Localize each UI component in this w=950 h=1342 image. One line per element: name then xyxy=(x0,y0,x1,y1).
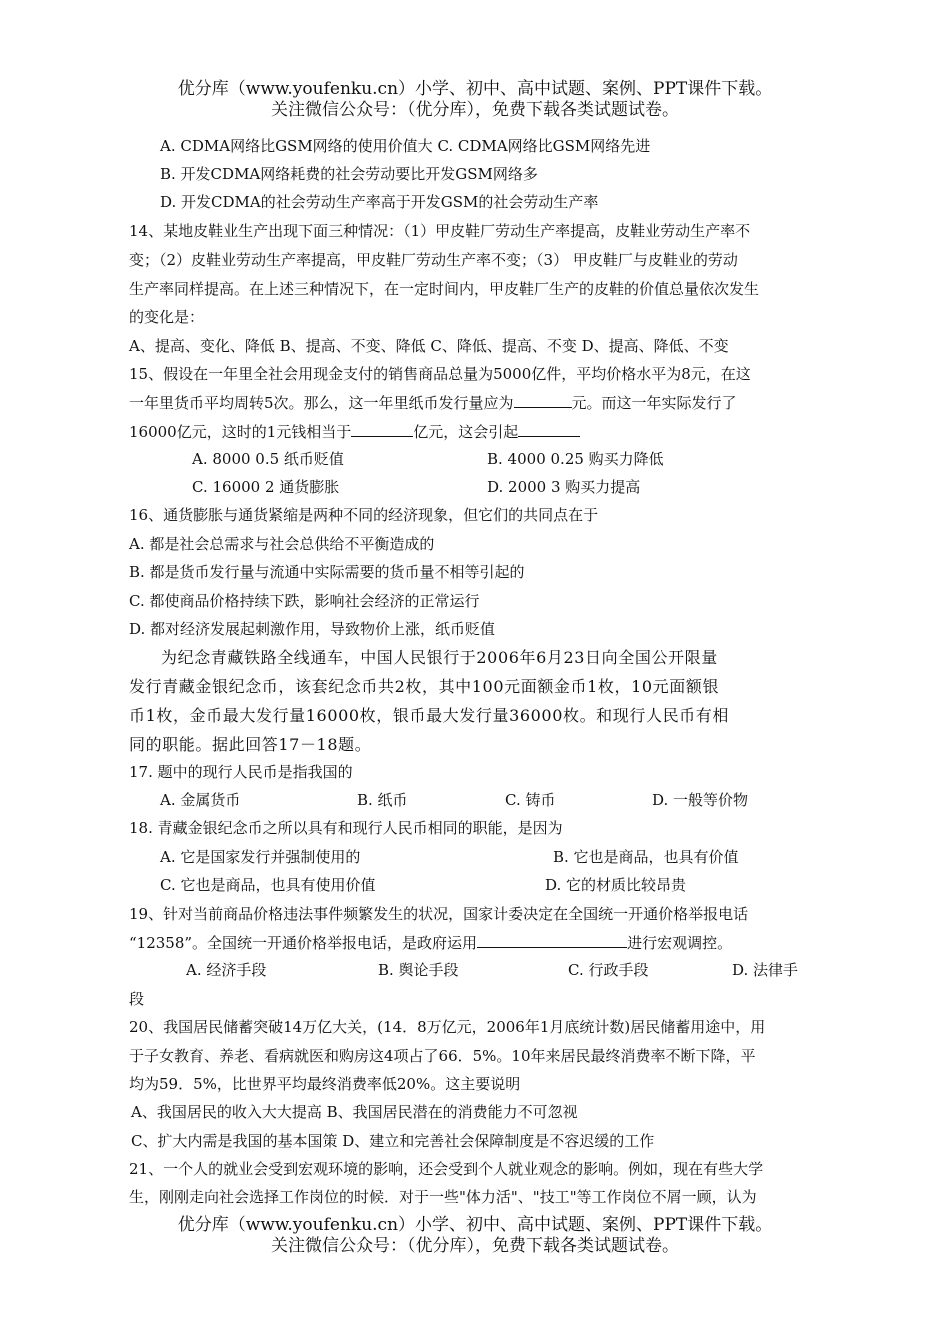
q19-stem-line-1: 19、针对当前商品价格违法事件频繁发生的状况，国家计委决定在全国统一开通价格举报电话 xyxy=(129,905,749,923)
q17-option-b: B. 纸币 xyxy=(357,791,408,809)
q20-options-c-d: C、扩大内需是我国的基本国策 D、建立和完善社会保障制度是不容迟缓的工作 xyxy=(131,1132,655,1150)
q15-stem-line-3 xyxy=(129,421,580,442)
q19-option-d-continued: 段 xyxy=(129,990,145,1008)
q15-option-d: D. 2000 3 购买力提高 xyxy=(487,478,641,496)
footer-line-1: 优分库（www.youfenku.cn）小学、初中、高中试题、案例、PPT课件下载。 xyxy=(177,1215,773,1235)
q15-option-b: B. 4000 0.25 购买力降低 xyxy=(487,450,664,468)
q15-stem-line-2 xyxy=(129,392,737,413)
header-line-2: 关注微信公众号：（优分库），免费下载各类试题试卷。 xyxy=(271,100,679,120)
q19-option-a: A. 经济手段 xyxy=(186,961,267,979)
q20-stem-line-3: 均为59．5%，比世界平均最终消费率低20%。这主要说明 xyxy=(129,1075,521,1093)
q15-stem-line-1: 15、假设在一年里全社会用现金支付的销售商品总量为5000亿件，平均价格水平为8元，在这 xyxy=(129,365,751,383)
q19-option-d: D. 法律手 xyxy=(732,961,799,979)
q17-option-c: C. 铸币 xyxy=(505,791,556,809)
material-line-1: 为纪念青藏铁路全线通车，中国人民银行于2006年6月23日向全国公开限量 xyxy=(161,648,718,667)
material-line-3: 币1枚，金币最大发行量16000枚，银币最大发行量36000枚。和现行人民币有相 xyxy=(129,706,729,725)
q20-stem-line-2: 于子女教育、养老、看病就医和购房这4项占了66．5%。10年来居民最终消费率不断下降，平 xyxy=(129,1047,756,1065)
q15-line3-text-a: 16000亿元，这时的1元钱相当于 xyxy=(129,423,352,441)
q17-option-d: D. 一般等价物 xyxy=(652,791,749,809)
q16-option-c: C. 都使商品价格持续下跌，影响社会经济的正常运行 xyxy=(129,592,480,610)
q18-option-a: A. 它是国家发行并强制使用的 xyxy=(160,848,361,866)
q21-stem-line-2: 生，刚刚走向社会选择工作岗位的时候．对于一些"体力活"、"技工"等工作岗位不屑一顾，认为 xyxy=(129,1188,757,1206)
q19-line2-text-a: “12358”。全国统一开通价格举报电话，是政府运用 xyxy=(129,934,478,952)
header-line-1: 优分库（www.youfenku.cn）小学、初中、高中试题、案例、PPT课件下载。 xyxy=(177,79,773,99)
q17-stem: 17. 题中的现行人民币是指我国的 xyxy=(129,763,353,781)
q15-option-c: C. 16000 2 通货膨胀 xyxy=(192,478,340,496)
q20-stem-line-1: 20、我国居民储蓄突破14万亿大关，(14．8万亿元，2006年1月底统计数)居民储蓄用途中，用 xyxy=(129,1018,766,1036)
q14-stem-line-4: 的变化是： xyxy=(129,308,205,326)
q15-line2-text-b: 元。而这一年实际发行了 xyxy=(571,394,737,412)
q19-option-b: B. 舆论手段 xyxy=(378,961,459,979)
q20-options-a-b: A、我国居民的收入大大提高 B、我国居民潜在的消费能力不可忽视 xyxy=(131,1103,578,1121)
q16-option-b: B. 都是货币发行量与流通中实际需要的货币量不相等引起的 xyxy=(129,563,525,581)
q15-line2-text-a: 一年里货币平均周转5次。那么，这一年里纸币发行量应为 xyxy=(129,394,514,412)
q13-option-d: D. 开发CDMA的社会劳动生产率高于开发GSM的社会劳动生产率 xyxy=(160,193,599,211)
footer-line-2: 关注微信公众号：（优分库），免费下载各类试题试卷。 xyxy=(271,1236,679,1256)
q15-blank-1 xyxy=(514,392,572,408)
q19-option-c: C. 行政手段 xyxy=(568,961,649,979)
q16-stem: 16、通货膨胀与通货紧缩是两种不同的经济现象，但它们的共同点在于 xyxy=(129,506,599,524)
q16-option-a: A. 都是社会总需求与社会总供给不平衡造成的 xyxy=(129,535,435,553)
q13-option-a-c: A. CDMA网络比GSM网络的使用价值大 C. CDMA网络比GSM网络先进 xyxy=(160,137,651,155)
q14-stem-line-1: 14、某地皮鞋业生产出现下面三种情况：（1）甲皮鞋厂劳动生产率提高，皮鞋业劳动生产率不 xyxy=(129,222,751,240)
q19-stem-line-2 xyxy=(129,932,732,953)
q14-stem-line-2: 变；（2）皮鞋业劳动生产率提高，甲皮鞋厂劳动生产率不变；（3） 甲皮鞋厂与皮鞋业的劳动 xyxy=(129,251,738,269)
q19-line2-text-b: 进行宏观调控。 xyxy=(627,934,733,952)
q17-option-a: A. 金属货币 xyxy=(160,791,241,809)
q18-option-b: B. 它也是商品，也具有价值 xyxy=(553,848,739,866)
q15-option-a: A. 8000 0.5 纸币贬值 xyxy=(192,450,344,468)
q14-stem-line-3: 生产率同样提高。在上述三种情况下，在一定时间内，甲皮鞋厂生产的皮鞋的价值总量依次发生 xyxy=(129,280,760,298)
material-line-2: 发行青藏金银纪念币，该套纪念币共2枚，其中100元面额金币1枚，10元面额银 xyxy=(129,677,720,696)
q16-option-d: D. 都对经济发展起刺激作用，导致物价上涨，纸币贬值 xyxy=(129,620,496,638)
q18-option-c: C. 它也是商品，也具有使用价值 xyxy=(160,876,376,894)
q15-blank-3 xyxy=(518,421,580,437)
q18-option-d: D. 它的材质比较昂贵 xyxy=(545,876,687,894)
q15-line3-text-b: 亿元，这会引起 xyxy=(413,423,519,441)
q13-option-b: B. 开发CDMA网络耗费的社会劳动要比开发GSM网络多 xyxy=(160,165,538,183)
q14-options: A、提高、变化、降低 B、提高、不变、降低 C、降低、提高、不变 D、提高、降低、不变 xyxy=(129,337,729,355)
q15-blank-2 xyxy=(351,421,413,437)
material-line-4: 同的职能。据此回答17－18题。 xyxy=(129,735,372,754)
q21-stem-line-1: 21、一个人的就业会受到宏观环境的影响，还会受到个人就业观念的影响。例如，现在有些大学 xyxy=(129,1160,764,1178)
q18-stem: 18. 青藏金银纪念币之所以具有和现行人民币相同的职能，是因为 xyxy=(129,819,563,837)
q19-blank xyxy=(477,932,627,948)
